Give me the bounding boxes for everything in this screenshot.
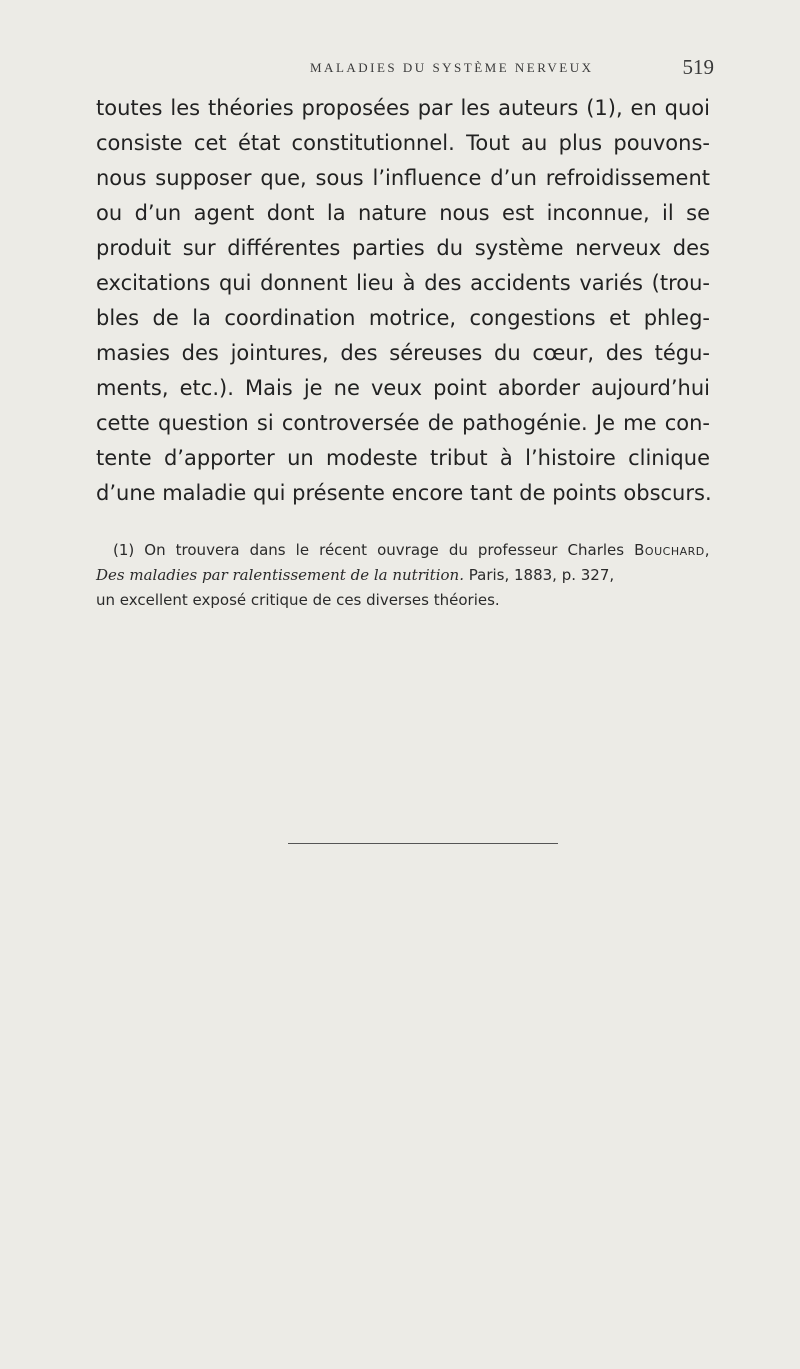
body-line: tente d’apporter un modeste tribut à l’histoire clinique: [96, 446, 710, 470]
body-line: bles de la coordination motrice, congestions et phleg-: [96, 306, 710, 330]
page-number: 519: [682, 55, 714, 79]
body-line: ou d’un agent dont la nature nous est inconnue, il se: [96, 201, 710, 225]
footnote-line: [113, 540, 710, 560]
horizontal-rule: [288, 843, 558, 844]
body-line: cette question si controversée de pathogénie. Je me con-: [96, 411, 710, 435]
running-head: MALADIES DU SYSTÈME NERVEUX: [310, 60, 594, 75]
footnote-text: (1) On trouvera dans le récent ouvrage du professeur Charles: [113, 541, 625, 559]
body-line: produit sur différentes parties du système nerveux des: [96, 236, 710, 260]
body-line: toutes les théories proposées par les auteurs (1), en quoi: [96, 96, 710, 120]
footnote-author: Bouchard,: [634, 541, 710, 559]
body-line: consiste cet état constitutionnel. Tout au plus pouvons-: [96, 131, 710, 155]
body-line: ments, etc.). Mais je ne veux point aborder aujourd’hui: [96, 376, 710, 400]
footnote-citation: Paris, 1883, p. 327,: [468, 566, 615, 584]
footnote-line: un excellent exposé critique de ces diverses théories.: [96, 591, 500, 609]
body-line: masies des jointures, des séreuses du cœur, des tégu-: [96, 341, 710, 365]
body-line: d’une maladie qui présente encore tant de points obscurs.: [96, 481, 712, 505]
footnote-book-title: Des maladies par ralentissement de la nutrition.: [96, 566, 464, 584]
body-line: excitations qui donnent lieu à des accidents variés (trou-: [96, 271, 710, 295]
footnote-line: [96, 565, 710, 585]
body-line: nous supposer que, sous l’influence d’un refroidissement: [96, 166, 710, 190]
